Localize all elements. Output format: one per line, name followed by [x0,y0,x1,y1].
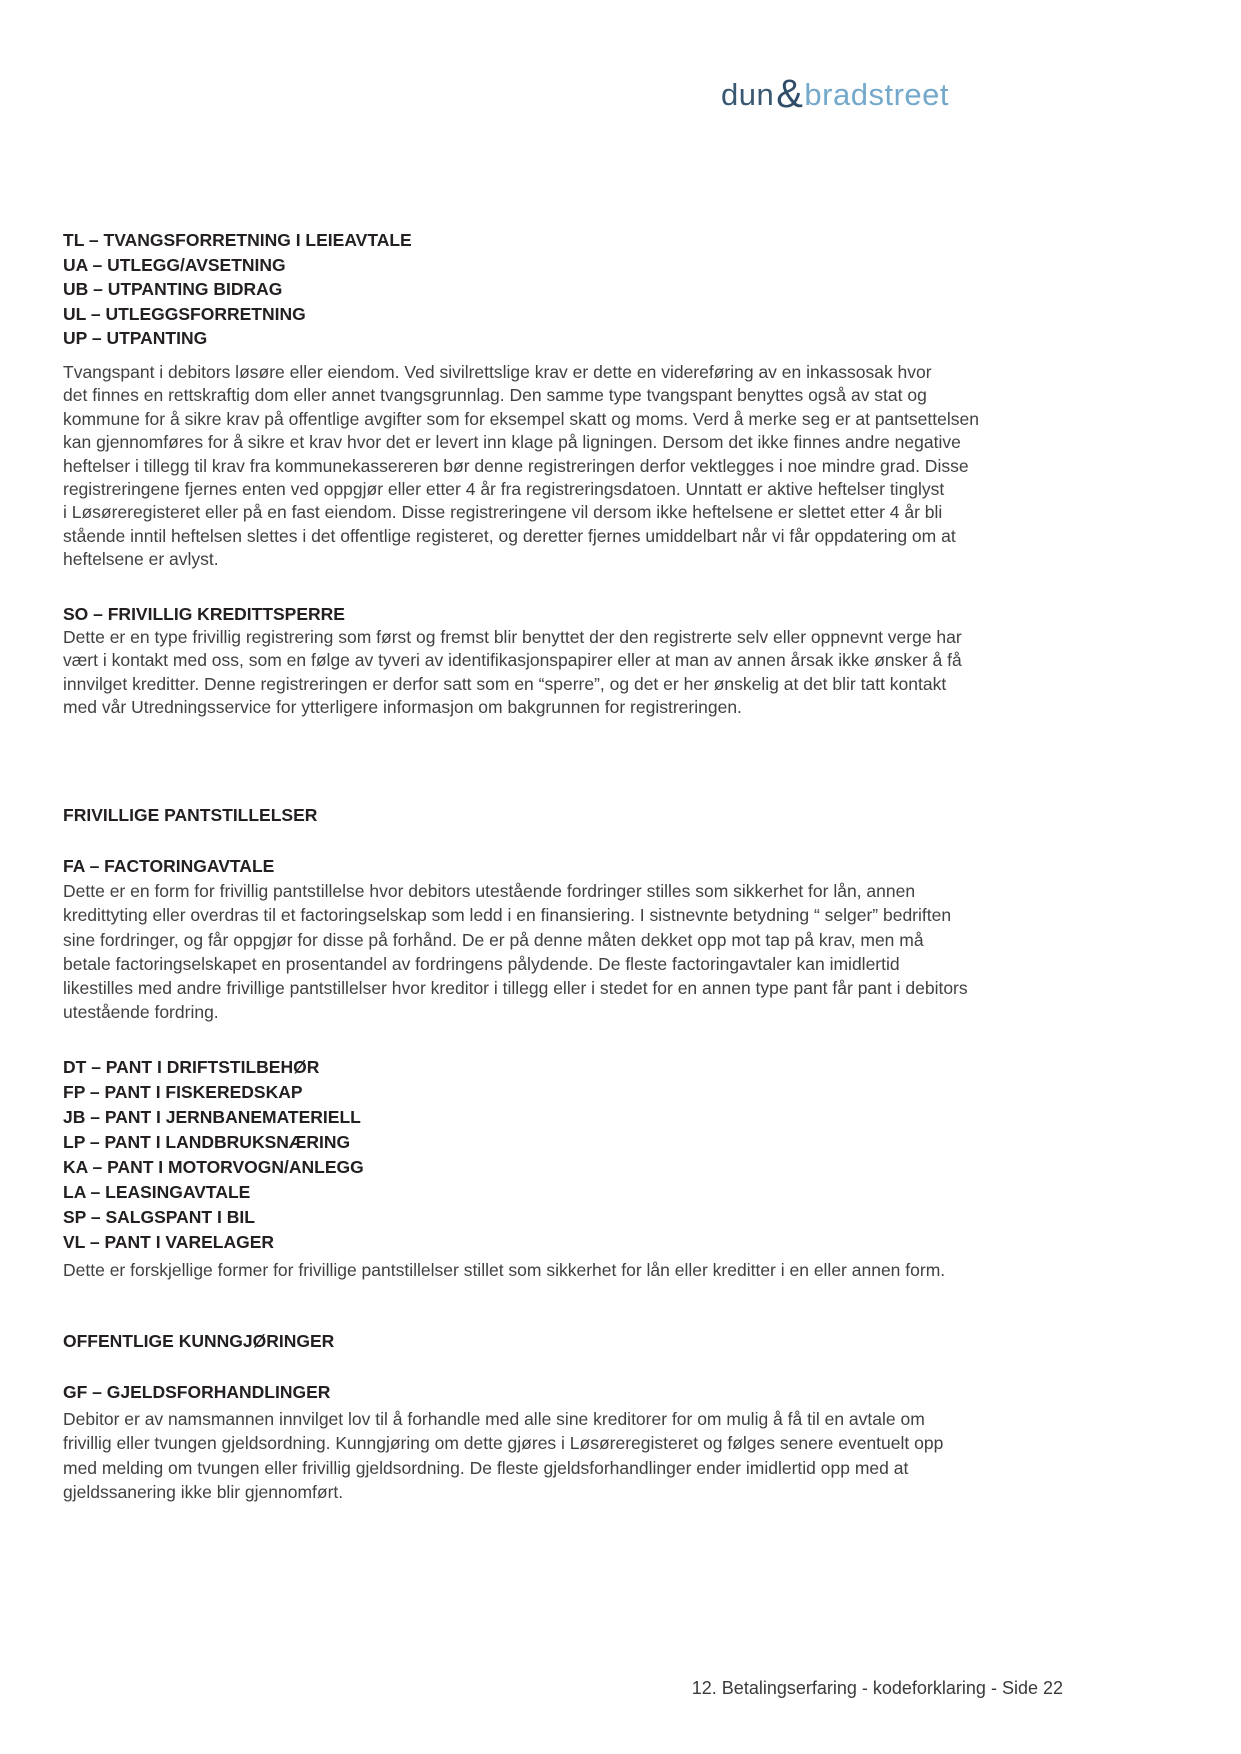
paragraph-line: heftelsene er avlyst. [63,549,219,570]
paragraph-line: stående inntil heftelsen slettes i det offentlige registeret, og deretter fjernes umiddelbart når vi får oppdatering om at [63,525,956,546]
paragraph-line: sine fordringer, og får oppgjør for disse på forhånd. De er på denne måten dekket opp mot tap på krav, men må [63,929,924,950]
heading-fa: FA – FACTORINGAVTALE [63,856,275,876]
paragraph-line: utestående fordring. [63,1002,219,1023]
code-list-tvang [63,228,412,351]
code-line: DT – PANT I DRIFTSTILBEHØR [63,1057,320,1077]
paragraph-line: med vår Utredningsservice for ytterligere informasjon om bakgrunnen for registreringen. [63,697,742,718]
code-line: LA – LEASINGAVTALE [63,1182,251,1202]
ampersand-icon: & [776,72,804,116]
paragraph-so [63,626,962,720]
code-line: KA – PANT I MOTORVOGN/ANLEGG [63,1157,364,1177]
paragraph-line: med melding om tvungen eller frivillig gjeldsordning. De fleste gjeldsforhandlinger ender imidlertid opp med at [63,1457,909,1478]
paragraph-line: kredittyting eller overdras til et factoringselskap som ledd i en finansiering. I sistnevnte betydning “ selger” bedriften [63,905,952,926]
footer-page-label: 12. Betalingserfaring - kodeforklaring - Side 22 [691,1678,1063,1698]
paragraph-line: Dette er en type frivillig registrering som først og fremst blir benyttet der den registrerte selv eller oppnevnt verge har [63,627,962,647]
paragraph-line: kan gjennomføres for å sikre et krav hvor det er levert inn klage på ligningen. Dersom det ikke finnes andre negative [63,432,961,453]
logo-text-bradstreet: bradstreet [804,77,949,112]
heading-frivillige-pantstillelser: FRIVILLIGE PANTSTILLELSER [63,805,318,825]
code-line: JB – PANT I JERNBANEMATERIELL [63,1107,361,1127]
code-line: UP – UTPANTING [63,328,208,348]
code-line: FP – PANT I FISKEREDSKAP [63,1082,303,1102]
paragraph-line: kommune for å sikre krav på offentlige avgifter som for eksempel skatt og moms. Verd å merke seg er at pantsettelsen [63,408,979,429]
code-line: TL – TVANGSFORRETNING I LEIEAVTALE [63,230,412,250]
code-line: SP – SALGSPANT I BIL [63,1207,255,1227]
paragraph-line: det finnes en rettskraftig dom eller annet tvangsgrunnlag. Den samme type tvangspant benyttes også av stat og [63,385,927,406]
logo-text-dun: dun [721,77,775,112]
paragraph-line: Tvangspant i debitors løsøre eller eiendom. Ved sivilrettslige krav er dette en videreføring av en inkassosak hvor [63,362,932,382]
paragraph-tvangspant [63,361,979,572]
heading-gf: GF – GJELDSFORHANDLINGER [63,1382,331,1402]
paragraph-line: i Løsøreregisteret eller på en fast eiendom. Disse registreringene vil dersom ikke heftelsene er slettet etter 4 år bli [63,502,943,523]
paragraph-line: gjeldssanering ikke blir gjennomført. [63,1481,344,1502]
paragraph-line: betale factoringselskapet en prosentandel av fordringens pålydende. De fleste factoringavtaler kan imidlertid [63,953,900,974]
paragraph-line: Dette er en form for frivillig pantstillelse hvor debitors utestående fordringer stilles som sikkerhet for lån, annen [63,881,916,901]
heading-so: SO – FRIVILLIG KREDITTSPERRE [63,604,345,624]
paragraph-line: Debitor er av namsmannen innvilget lov til å forhandle med alle sine kreditorer for om mulig å få til en avtale om [63,1409,925,1429]
paragraph-line: vært i kontakt med oss, som en følge av tyveri av identifikasjonspapirer eller at man av annen årsak ikke ønsker å få [63,650,962,671]
paragraph-gf [63,1407,943,1504]
paragraph-line: frivillig eller tvungen gjeldsordning. Kunngjøring om dette gjøres i Løsøreregisteret og følges senere eventuelt opp [63,1433,944,1454]
code-line: VL – PANT I VARELAGER [63,1232,274,1252]
code-list-pant [63,1055,364,1255]
paragraph-line: innvilget kreditter. Denne registreringen er derfor satt som en “sperre”, og det er her ønskelig at det blir tatt kontakt [63,673,947,694]
code-line: UB – UTPANTING BIDRAG [63,279,283,299]
heading-offentlige-kunngjoringer: OFFENTLIGE KUNNGJØRINGER [63,1331,335,1351]
code-line: UA – UTLEGG/AVSETNING [63,254,286,275]
code-line: LP – PANT I LANDBRUKSNÆRING [63,1132,351,1152]
paragraph-line: likestilles med andre frivillige pantstillelser hvor kreditor i tillegg eller i stedet for en annen type pant får pant i debitors [63,978,968,999]
paragraph-line: heftelser i tillegg til krav fra kommunekassereren bør denne registreringen derfor vektlegges i noe mindre grad. Disse [63,455,969,476]
dun-bradstreet-logo [721,70,949,115]
paragraph-fa [63,879,968,1025]
code-line: UL – UTLEGGSFORRETNING [63,303,306,324]
paragraph-pant-note: Dette er forskjellige former for frivillige pantstillelser stillet som sikkerhet for lån eller kreditter i en eller annen form. [63,1260,946,1280]
paragraph-line: registreringene fjernes enten ved oppgjør eller etter 4 år fra registreringsdatoen. Unntatt er aktive heftelser tinglyst [63,478,945,499]
